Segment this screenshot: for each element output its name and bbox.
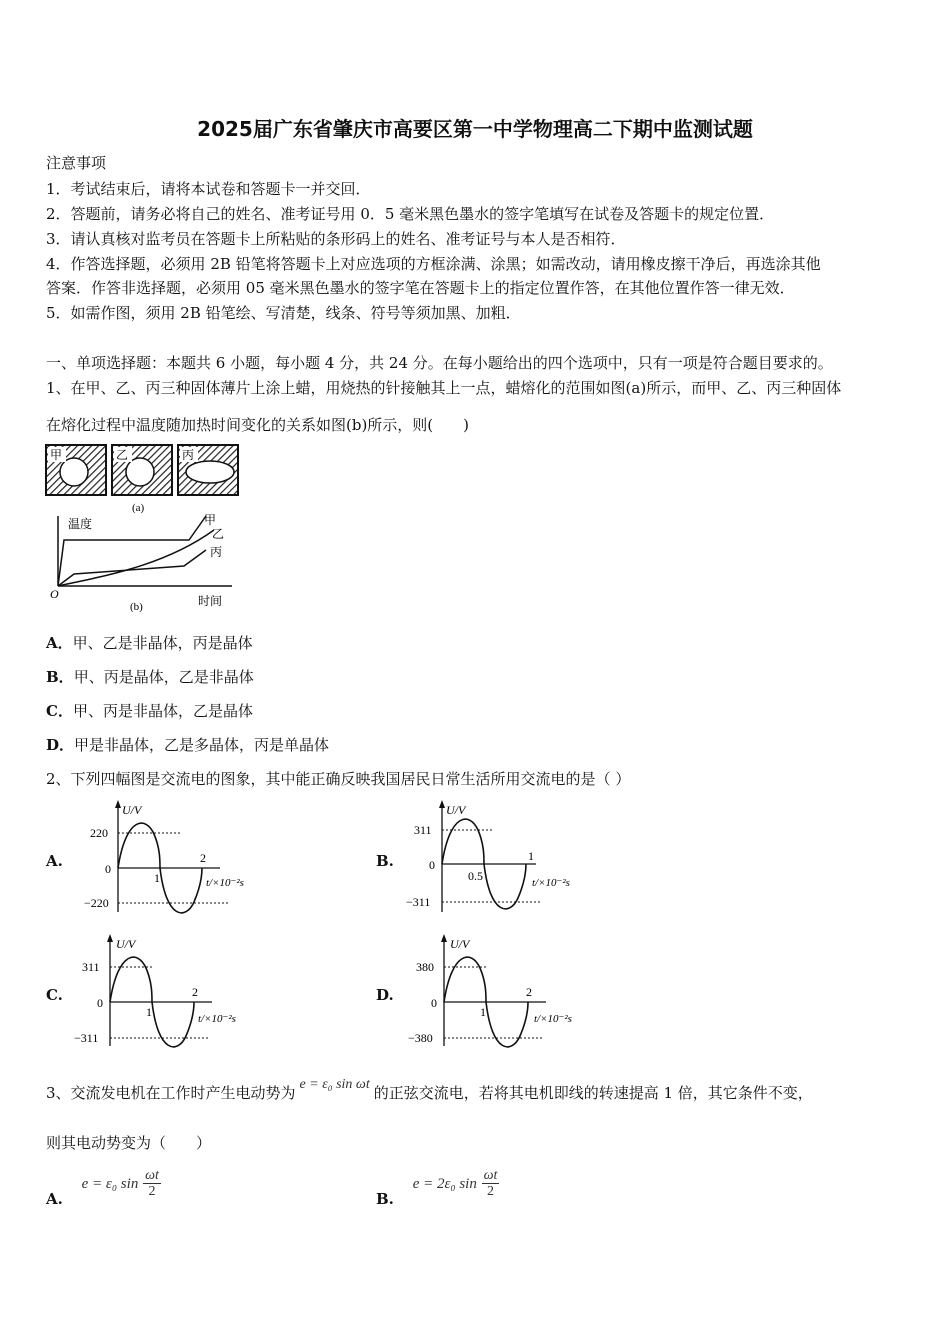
- q2-option-a-label[interactable]: A.: [46, 852, 63, 870]
- graph-d-zero: 0: [431, 996, 437, 1010]
- q3-option-b-num: ωt: [483, 1168, 498, 1183]
- notice-heading: 注意事项: [46, 154, 107, 172]
- q1-stem-line1: 1、在甲、乙、丙三种固体薄片上涂上蜡，用烧热的针接触其上一点，蜡熔化的范围如图(a)所示，而甲、乙、丙三种固体: [46, 379, 842, 397]
- q1-stem-line2: 在熔化过程中温度随加热时间变化的关系如图(b)所示，则( ): [46, 416, 470, 434]
- q2-graph-c: [72, 932, 268, 1052]
- q3-formula: e = ε₀ sin ωt: [299, 1077, 370, 1092]
- q1-figure-b: [44, 510, 244, 614]
- figure-a-caption: (a): [132, 502, 145, 514]
- notice-item-3: 3．请认真核对监考员在答题卡上所粘贴的条形码上的姓名、准考证号与本人是否相符．: [46, 230, 626, 248]
- q1-option-d-text: 甲是非晶体，乙是多晶体，丙是单晶体: [74, 736, 330, 754]
- q3-option-a-num: ωt: [145, 1168, 159, 1183]
- q3-option-a[interactable]: [46, 1168, 161, 1208]
- graph-a-end: 2: [200, 851, 206, 865]
- q2-graph-d: [404, 932, 600, 1052]
- notice-item-1: 1．考试结束后，请将本试卷和答题卡一并交回．: [46, 180, 371, 198]
- q1-option-b[interactable]: [46, 666, 254, 687]
- graph-b-ylabel: U/V: [446, 803, 466, 817]
- graph-c-half: 1: [146, 1005, 152, 1019]
- temp-axis-label: 温度: [68, 517, 93, 531]
- q3-stem-post: 的正弦交流电，若将其电机即线的转速提高 1 倍，其它条件不变，: [373, 1084, 813, 1102]
- graph-b-tlabel: t/×10⁻²s: [532, 877, 570, 889]
- graph-a-tlabel: t/×10⁻²s: [206, 877, 244, 889]
- section-heading: 一、单项选择题：本题共 6 小题，每小题 4 分，共 24 分。在每小题给出的四个选项中，只有一项是符合题目要求的。: [46, 354, 833, 372]
- graph-b-trough: −311: [406, 895, 431, 909]
- q2-graph-b: [400, 798, 596, 918]
- q1-option-c-label: C．: [46, 702, 73, 720]
- graph-b-zero: 0: [429, 858, 435, 872]
- q3-option-a-den: 2: [148, 1184, 156, 1200]
- q3-option-b-den: 2: [487, 1184, 495, 1200]
- notice-item-2: 2．答题前，请务必将自己的姓名、准考证号用 0．5 毫米黑色墨水的签字笔填写在试卷及答题卡的规定位置．: [46, 205, 775, 223]
- q2-option-c-label[interactable]: C.: [46, 986, 63, 1004]
- graph-c-peak: 311: [82, 960, 100, 974]
- q1-option-d-label: D．: [46, 736, 75, 754]
- q1-option-d[interactable]: [46, 734, 329, 755]
- notice-item-5: 5．如需作图，须用 2B 铅笔绘、写清楚，线条、符号等须加黑、加粗．: [46, 304, 521, 322]
- graph-c-trough: −311: [74, 1031, 99, 1045]
- graph-d-ylabel: U/V: [450, 937, 470, 951]
- q3-stem-line1: [46, 1077, 813, 1103]
- curve-label-yi: 乙: [212, 527, 225, 541]
- q1-option-a[interactable]: [46, 632, 253, 653]
- graph-c-end: 2: [192, 985, 198, 999]
- q1-option-a-label: A．: [46, 634, 73, 652]
- graph-d-half: 1: [480, 1005, 486, 1019]
- q2-option-b-label[interactable]: B.: [376, 852, 394, 870]
- q3-option-a-label: A.: [46, 1189, 63, 1208]
- time-axis-label: 时间: [198, 594, 223, 608]
- plate-label-bing: 丙: [182, 448, 195, 462]
- q3-option-b-label: B.: [376, 1189, 394, 1208]
- graph-d-tlabel: t/×10⁻²s: [534, 1013, 572, 1025]
- graph-d-trough: −380: [408, 1031, 433, 1045]
- q3-option-b[interactable]: [376, 1168, 499, 1208]
- graph-a-trough: −220: [84, 896, 109, 910]
- q1-option-b-text: 甲、丙是晶体，乙是非晶体: [73, 668, 254, 686]
- curve-label-bing: 丙: [210, 545, 223, 559]
- q3-stem-pre: 3、交流发电机在工作时产生电动势为: [46, 1084, 296, 1102]
- origin-label: O: [50, 587, 59, 601]
- graph-c-tlabel: t/×10⁻²s: [198, 1013, 236, 1025]
- curve-label-jia: 甲: [204, 513, 217, 527]
- wax-circle-yi: [126, 458, 154, 486]
- q3-option-b-lhs: e = 2ε₀ sin: [412, 1175, 477, 1192]
- graph-b-peak: 311: [414, 823, 432, 837]
- plate-label-jia: 甲: [50, 448, 63, 462]
- q3-stem-line2: 则其电动势变为（ ）: [46, 1134, 212, 1152]
- q3-option-a-lhs: e = ε₀ sin: [81, 1175, 139, 1192]
- graph-a-peak: 220: [90, 826, 108, 840]
- figure-b-caption: (b): [130, 601, 143, 613]
- wax-circle-jia: [60, 458, 88, 486]
- q3-option-a-fraction: [143, 1168, 161, 1200]
- graph-c-ylabel: U/V: [116, 937, 136, 951]
- graph-b-half: 0.5: [468, 869, 483, 883]
- q2-stem: 2、下列四幅图是交流电的图象，其中能正确反映我国居民日常生活所用交流电的是（ ）: [46, 770, 631, 788]
- q3-option-b-fraction: [482, 1168, 500, 1200]
- q1-option-c[interactable]: [46, 700, 253, 721]
- q2-option-d-label[interactable]: D.: [376, 986, 394, 1004]
- notice-item-4: 4．作答选择题，必须用 2B 铅笔将答题卡上对应选项的方框涂满、涂黑；如需改动，请用橡皮擦干净后，再选涂其他: [46, 255, 821, 273]
- q1-option-a-text: 甲、乙是非晶体，丙是晶体: [72, 634, 253, 652]
- graph-d-end: 2: [526, 985, 532, 999]
- q1-option-b-label: B．: [46, 668, 74, 686]
- graph-b-end: 1: [528, 849, 534, 863]
- graph-a-half: 1: [154, 871, 160, 885]
- page-title: 2025届广东省肇庆市高要区第一中学物理高二下期中监测试题: [197, 117, 753, 141]
- q2-graph-a: [78, 798, 270, 918]
- graph-a-ylabel: U/V: [122, 803, 142, 817]
- graph-a-zero: 0: [105, 862, 111, 876]
- q1-option-c-text: 甲、丙是非晶体，乙是晶体: [72, 702, 253, 720]
- q1-figure-a: [44, 443, 244, 515]
- graph-c-zero: 0: [97, 996, 103, 1010]
- plate-label-yi: 乙: [116, 448, 129, 462]
- wax-ellipse-bing: [186, 461, 234, 483]
- notice-item-4-cont: 答案．作答非选择题，必须用 05 毫米黑色墨水的签字笔在答题卡上的指定位置作答，在其他位置作答一律无效．: [46, 279, 795, 297]
- graph-d-peak: 380: [416, 960, 434, 974]
